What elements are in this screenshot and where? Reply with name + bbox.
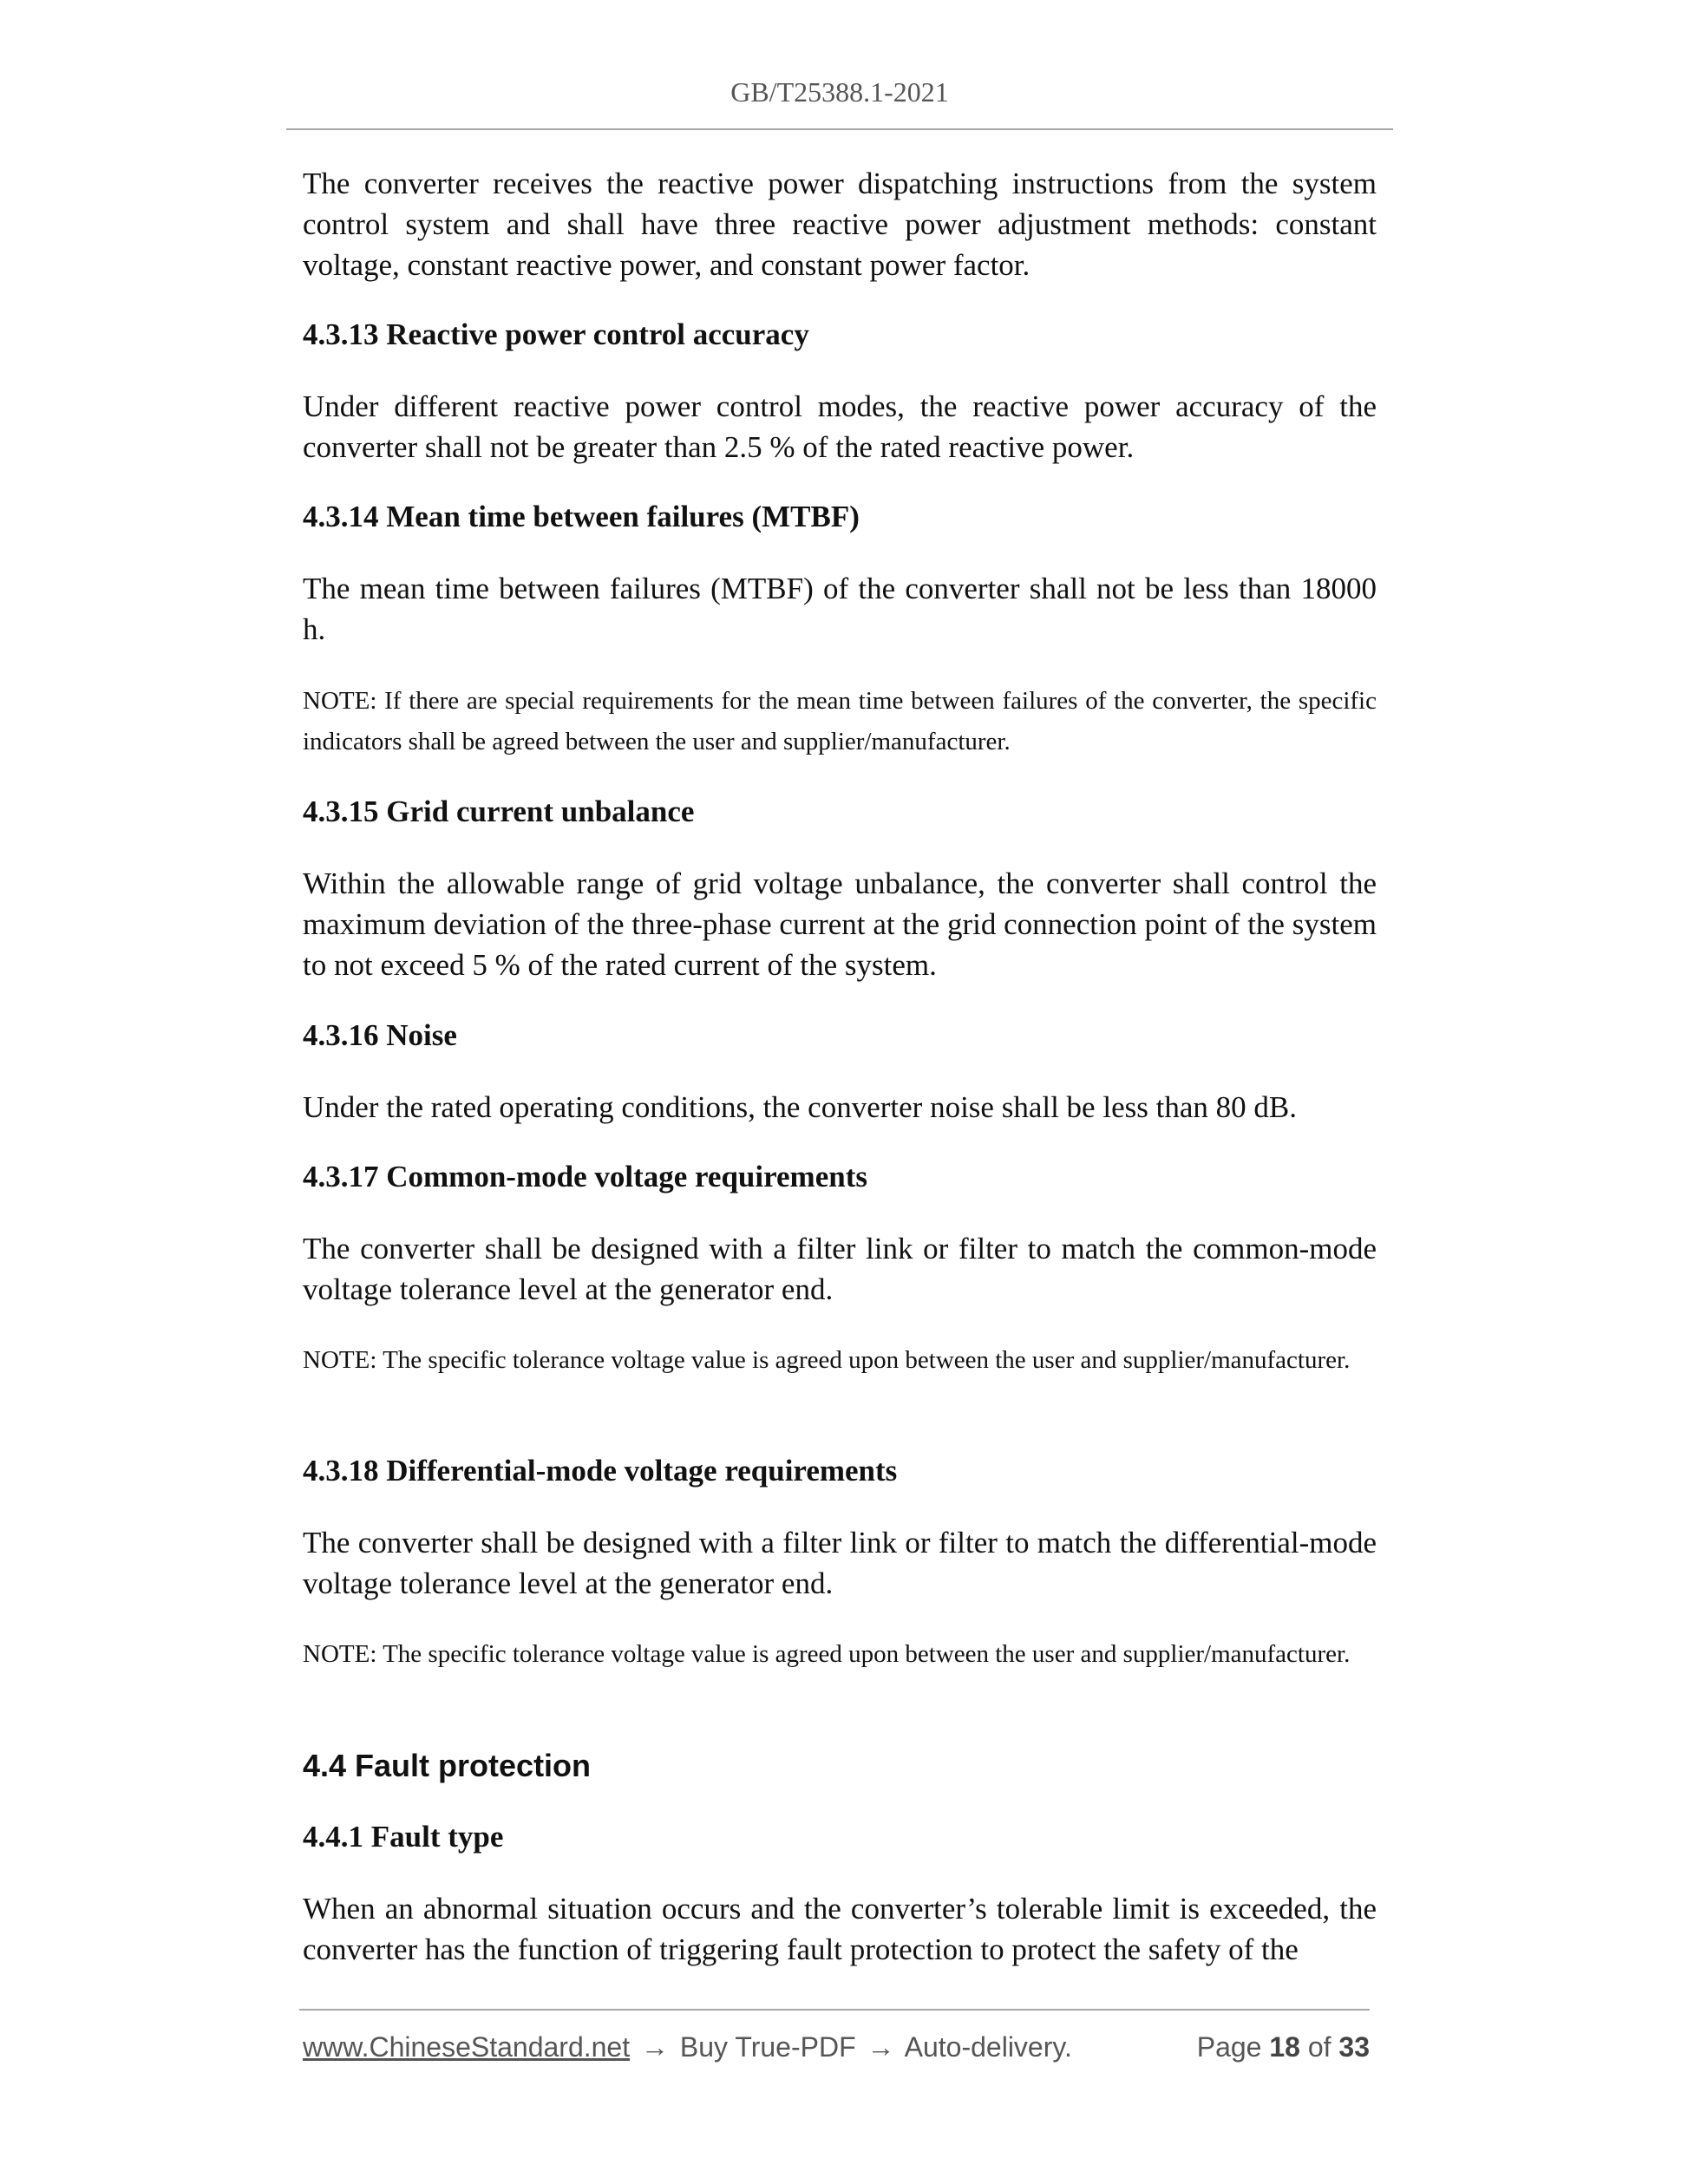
note-4-3-14: NOTE: If there are special requirements for the mean time between failures of the converter, the specific indicators shall be agreed between the user and supplier/manufacturer. xyxy=(303,687,1377,755)
arrow-right-icon: → xyxy=(867,2031,895,2063)
paragraph-4-3-13: Under different reactive power control modes, the reactive power accuracy of the converter shall not be greater than 2.5 % of the rated reactive power. xyxy=(303,389,1377,464)
paragraph-4-3-18: The converter shall be designed with a filter link or filter to match the differential-mode voltage tolerance level at the generator end. xyxy=(303,1526,1377,1600)
arrow-right-icon: → xyxy=(641,2031,669,2063)
note-4-3-17: NOTE: The specific tolerance voltage value is agreed upon between the user and supplier/manufacturer. xyxy=(303,1346,1351,1374)
heading-4-3-13: 4.3.13 Reactive power control accuracy xyxy=(303,317,809,351)
heading-4-3-18: 4.3.18 Differential-mode voltage requirements xyxy=(303,1454,898,1488)
footer-divider xyxy=(299,2009,1370,2011)
heading-4-3-17: 4.3.17 Common-mode voltage requirements xyxy=(303,1160,867,1193)
note-4-3-18: NOTE: The specific tolerance voltage value is agreed upon between the user and supplier/manufacturer. xyxy=(303,1640,1351,1668)
heading-4-3-14: 4.3.14 Mean time between failures (MTBF) xyxy=(303,500,860,533)
heading-4-3-16: 4.3.16 Noise xyxy=(303,1018,457,1052)
heading-4-3-15: 4.3.15 Grid current unbalance xyxy=(303,794,695,828)
intro-paragraph: The converter receives the reactive power dispatching instructions from the system control system and shall have three reactive power adjustment methods: constant voltage, constant reactive power, and constant power factor. xyxy=(303,167,1377,282)
page-footer xyxy=(303,2028,1370,2066)
paragraph-4-3-16: Under the rated operating conditions, the converter noise shall be less than 80 dB. xyxy=(303,1090,1297,1124)
page-of-label: of xyxy=(1307,2031,1331,2063)
heading-4-4-1: 4.4.1 Fault type xyxy=(303,1820,504,1854)
paragraph-4-3-17: The converter shall be designed with a filter link or filter to match the common-mode voltage tolerance level at the generator end. xyxy=(303,1232,1377,1306)
document-id-header: GB/T25388.1-2021 xyxy=(730,76,949,108)
paragraph-4-4-1: When an abnormal situation occurs and the converter’s tolerable limit is exceeded, the converter has the function of triggering fault protection to protect the safety of the xyxy=(303,1892,1377,1966)
paragraph-4-3-15: Within the allowable range of grid voltage unbalance, the converter shall control the maximum deviation of the three-phase current at the grid connection point of the system to not exceed 5 % of the rated current of the system. xyxy=(303,866,1377,982)
chinesestandard-link[interactable]: www.ChineseStandard.net xyxy=(303,2031,631,2063)
paragraph-4-3-14: The mean time between failures (MTBF) of the converter shall not be less than 18000 h. xyxy=(303,572,1377,646)
page-total: 33 xyxy=(1338,2031,1370,2063)
buy-true-pdf-text: Buy True-PDF xyxy=(679,2031,856,2063)
header-divider xyxy=(286,128,1393,130)
heading-4-4: 4.4 Fault protection xyxy=(303,1748,592,1783)
page-current: 18 xyxy=(1269,2031,1300,2063)
page-label: Page xyxy=(1196,2031,1262,2063)
page-number xyxy=(1197,2028,1370,2066)
auto-delivery-text: Auto-delivery. xyxy=(904,2031,1072,2063)
